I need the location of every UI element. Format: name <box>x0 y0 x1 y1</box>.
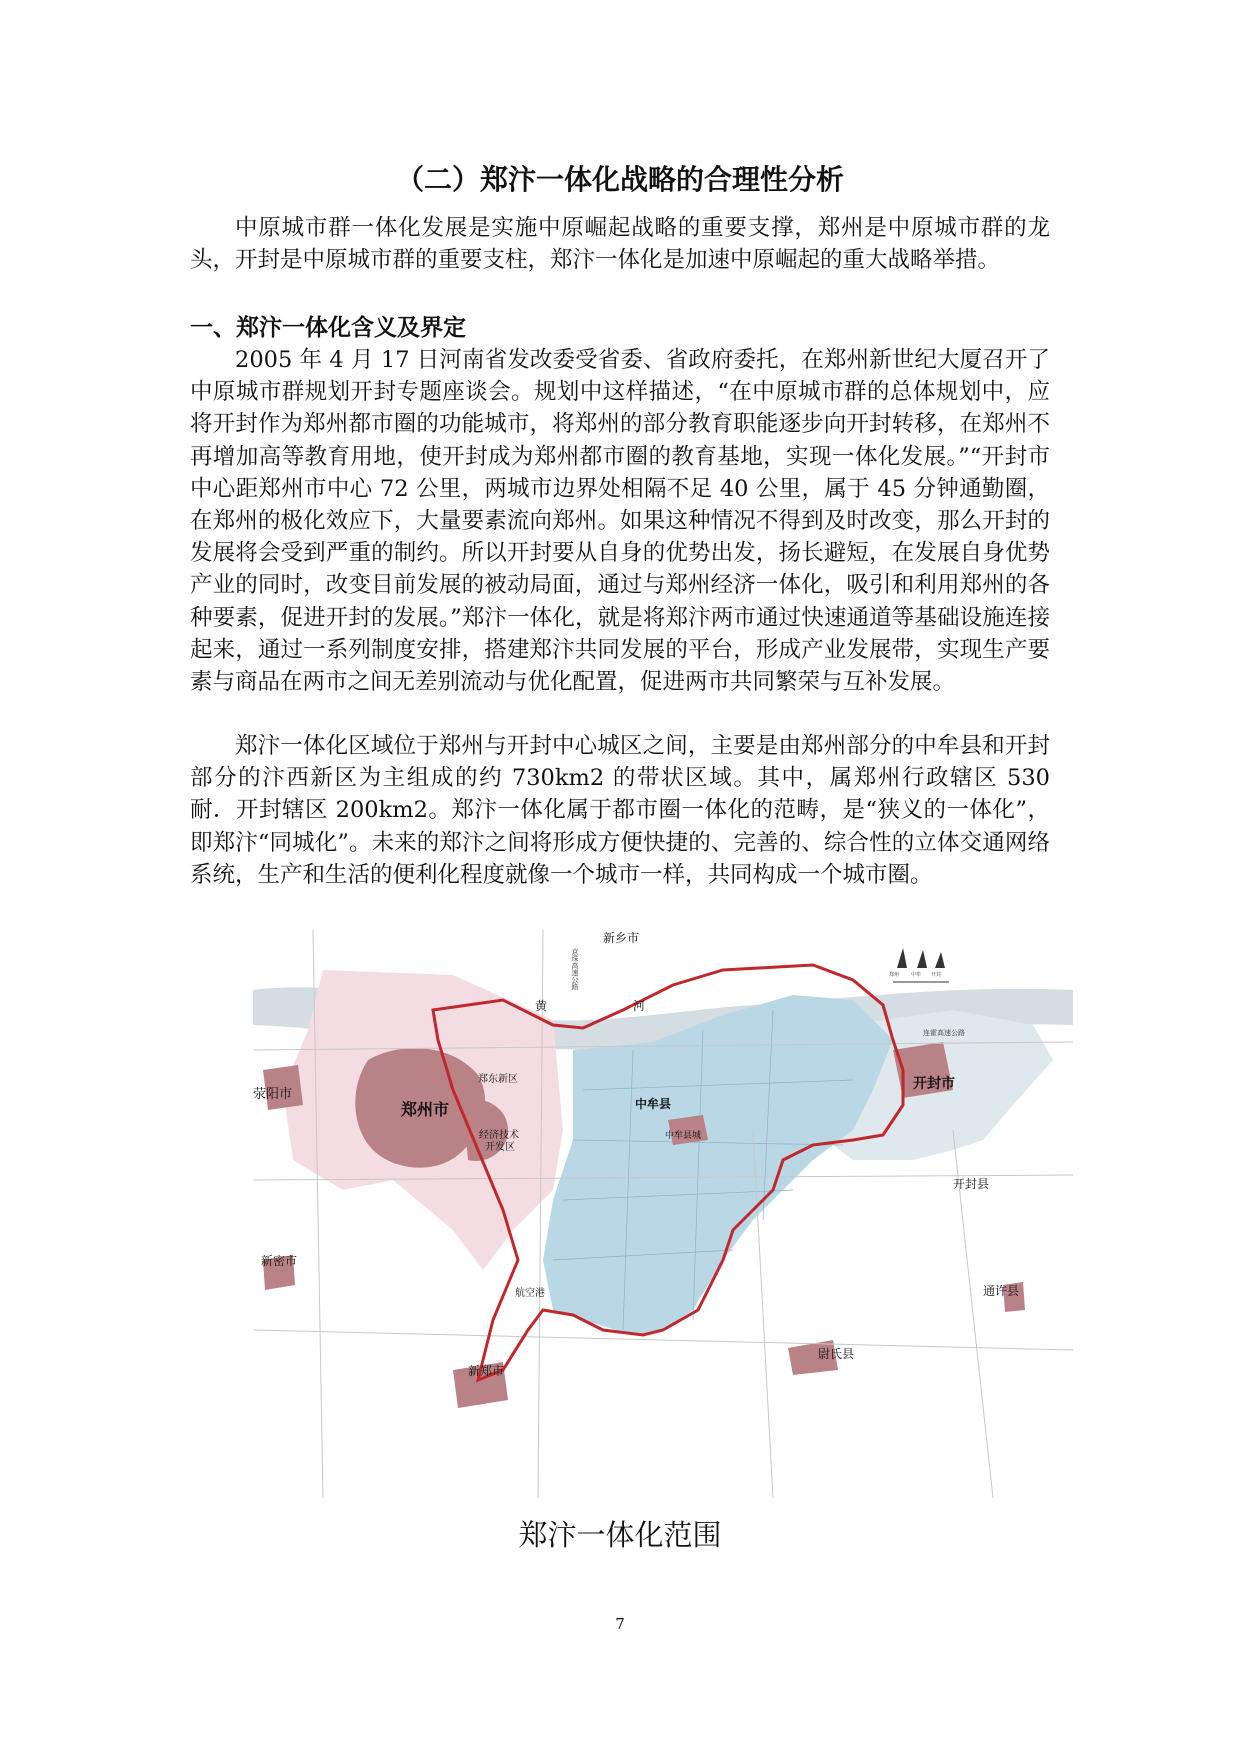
label-yellow-river-1: 黄 <box>535 999 548 1013</box>
label-zhengdong: 郑东新区 <box>478 1074 518 1085</box>
tower-label-zhongmu: 中牟 <box>911 972 922 978</box>
label-xinzheng: 新郑市 <box>468 1364 505 1378</box>
label-yellow-river-2: 河 <box>633 999 646 1013</box>
intro-paragraph: 中原城市群一体化发展是实施中原崛起战略的重要支撑，郑州是中原城市群的龙头，开封是中原城市群的重要支柱，郑汴一体化是加速中原崛起的重大战略举措。 <box>190 215 1050 274</box>
label-kaifeng: 开封市 <box>913 1076 955 1092</box>
figure-caption: 郑汴一体化范围 <box>518 1518 722 1552</box>
label-kaifeng-county: 开封县 <box>953 1177 990 1191</box>
paragraph-area: 郑汴一体化区域位于郑州与开封中心城区之间，主要是由郑州部分的中牟县和开封部分的汴西新区为主组成的约 730km2 的带状区域。其中，属郑州行政辖区 530 耐．开封辖区 200km2。郑汴一体化属于都市圈一体化的范畴，是“狭义的一体化”，即郑汴“同城化”。未来的郑汴之间将形成方便快捷的、完善的、综合性的立体交通网络系统，生产和生活的便利化程度就像一个城市一样，共同构成一个城市圈。 <box>190 733 1050 888</box>
label-econ-zone-1: 经济技术 <box>479 1130 519 1141</box>
label-tongxu: 通许县 <box>983 1284 1020 1298</box>
section-heading: 一、郑汴一体化含义及界定 <box>190 315 466 341</box>
page-title: （二）郑汴一体化战略的合理性分析 <box>395 163 844 196</box>
map-svg <box>253 930 1073 1498</box>
label-econ-zone-2: 开发区 <box>485 1142 515 1153</box>
label-xingyang: 荥阳市 <box>253 1087 293 1102</box>
label-xinxiang: 新乡市 <box>603 931 640 945</box>
zhengbian-map-figure <box>253 930 1073 1498</box>
label-zhongmu-city: 中牟县城 <box>665 1131 702 1141</box>
label-airport: 航空港 <box>515 1288 545 1299</box>
tower-label-zhengzhou: 郑州 <box>889 972 900 978</box>
label-zhongmu: 中牟县 <box>635 1097 672 1111</box>
page-number: 7 <box>615 1615 625 1633</box>
paragraph-definition: 2005 年 4 月 17 日河南省发改委受省委、省政府委托，在郑州新世纪大厦召开了中原城市群规划开封专题座谈会。规划中这样描述，“在中原城市群的总体规划中，应将开封作为郑州都市圈的功能城市，将郑州的部分教育职能逐步向开封转移，在郑州不再增加高等教育用地，使开封成为郑州都市圈的教育基地，实现一体化发展。”“开封市中心距郑州市中心 72 公里，两城市边界处相隔不足 40 公里，属于 45 分钟通勤圈，在郑州的极化效应下，大量要素流向郑州。如果这种情况不得到及时改变，那么开封的发展将会受到严重的制约。所以开封要从自身的优势出发，扬长避短，在发展自身优势产业的同时，改变目前发展的被动局面，通过与郑州经济一体化，吸引和利用郑州的各种要素，促进开封的发展。”郑汴一体化，就是将郑汴两市通过快速通道等基础设施连接起来，通过一系列制度安排，搭建郑汴共同发展的平台，形成产业发展带，实现生产要素与商品在两市之间无差别流动与优化配置，促进两市共同繁荣与互补发展。 <box>190 347 1050 696</box>
label-zhengzhou: 郑州市 <box>401 1100 450 1119</box>
tower-label-kaifeng: 开封 <box>931 972 942 978</box>
label-xinmi: 新密市 <box>261 1254 298 1268</box>
label-weishi: 尉氏县 <box>818 1347 855 1361</box>
label-expressway: 京珠高速公路 <box>571 948 579 990</box>
label-lianhuo: 连霍高速公路 <box>923 1029 965 1037</box>
